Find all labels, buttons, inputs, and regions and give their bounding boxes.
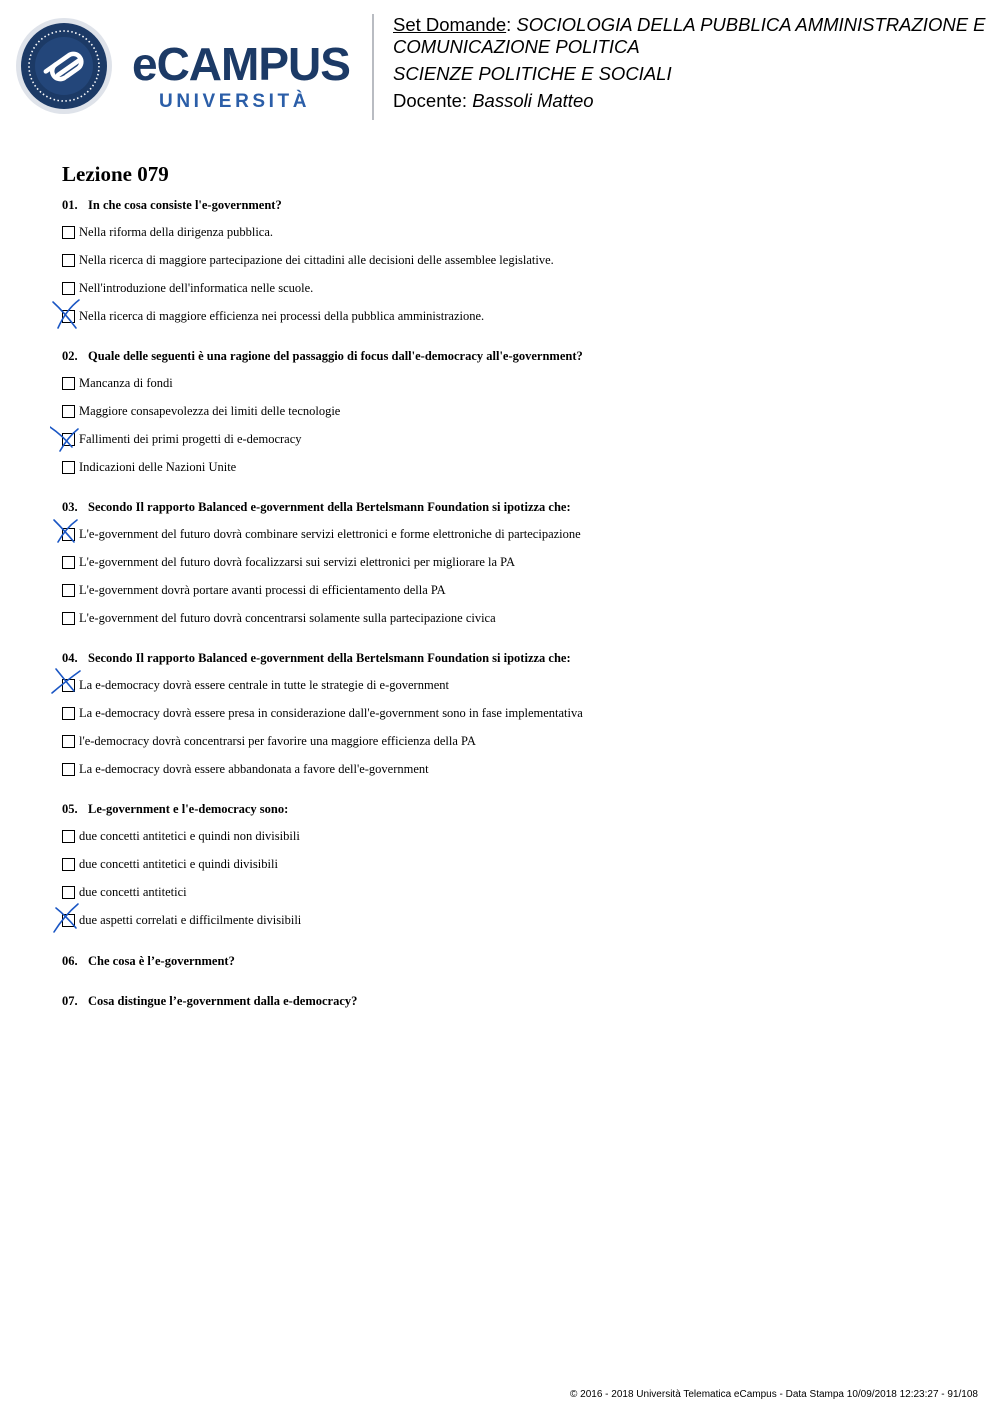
teacher <box>393 90 1000 112</box>
checkbox[interactable] <box>62 612 75 625</box>
course-line-1 <box>393 14 1000 36</box>
checkbox[interactable] <box>62 461 75 474</box>
option-text: Nell'introduzione dell'informatica nelle scuole. <box>79 280 314 295</box>
option-02-a[interactable] <box>62 375 173 391</box>
option-text: L'e-government dovrà portare avanti processi di efficientamento della PA <box>79 582 446 597</box>
checkbox[interactable] <box>62 886 75 899</box>
question-text: Secondo Il rapporto Balanced e-government della Bertelsmann Foundation si ipotizza che: <box>88 651 571 665</box>
checkbox[interactable] <box>62 707 75 720</box>
question-number: 06. <box>62 954 78 968</box>
option-text: Maggiore consapevolezza dei limiti delle tecnologie <box>79 403 341 418</box>
option-text: l'e-democracy dovrà concentrarsi per favorire una maggiore efficienza della PA <box>79 733 476 748</box>
ecampus-seal-icon <box>16 18 112 114</box>
option-04-c[interactable] <box>62 733 476 749</box>
option-02-b[interactable] <box>62 403 340 419</box>
checkbox[interactable] <box>62 405 75 418</box>
question-text: Le-government e l'e-democracy sono: <box>88 802 289 816</box>
option-text: Nella ricerca di maggiore efficienza nei processi della pubblica amministrazione. <box>79 308 485 323</box>
header-divider <box>372 14 374 120</box>
option-text: due concetti antitetici e quindi divisibili <box>79 856 278 871</box>
question-07 <box>62 994 357 1009</box>
course-title-line1: SOCIOLOGIA DELLA PUBBLICA AMMINISTRAZIONE E <box>516 14 986 35</box>
option-04-b[interactable] <box>62 705 583 721</box>
course-title-line2: COMUNICAZIONE POLITICA <box>393 36 640 57</box>
ecampus-wordmark <box>132 38 350 112</box>
option-03-b[interactable] <box>62 554 515 570</box>
option-03-c[interactable] <box>62 582 446 598</box>
checkbox[interactable] <box>62 282 75 295</box>
teacher-label: Docente: <box>393 90 468 111</box>
question-text: Secondo Il rapporto Balanced e-government della Bertelsmann Foundation si ipotizza che: <box>88 500 571 514</box>
question-number: 05. <box>62 802 78 816</box>
question-02 <box>62 349 583 364</box>
logo-sub-text: UNIVERSITÀ <box>159 91 311 112</box>
question-text: Quale delle seguenti è una ragione del passaggio di focus dall'e-democracy all'e-government? <box>88 349 583 363</box>
option-text: Fallimenti dei primi progetti di e-democracy <box>79 431 302 446</box>
checkbox[interactable] <box>62 226 75 239</box>
option-text: Mancanza di fondi <box>79 375 173 390</box>
checkbox[interactable] <box>62 528 75 541</box>
checkbox[interactable] <box>62 433 75 446</box>
checkbox[interactable] <box>62 830 75 843</box>
checkbox[interactable] <box>62 735 75 748</box>
checkbox[interactable] <box>62 679 75 692</box>
checkbox[interactable] <box>62 584 75 597</box>
question-number: 07. <box>62 994 78 1008</box>
option-01-b[interactable] <box>62 252 554 268</box>
option-text: La e-democracy dovrà essere centrale in tutte le strategie di e-government <box>79 677 449 692</box>
checkbox[interactable] <box>62 310 75 323</box>
option-05-c[interactable] <box>62 884 187 900</box>
header-info <box>393 14 1000 117</box>
teacher-name: Bassoli Matteo <box>472 90 594 111</box>
question-text: Che cosa è l’e-government? <box>88 954 235 968</box>
option-01-d[interactable] <box>62 308 484 324</box>
option-text: L'e-government del futuro dovrà concentrarsi solamente sulla partecipazione civica <box>79 610 496 625</box>
option-text: due aspetti correlati e difficilmente divisibili <box>79 912 302 927</box>
option-03-a[interactable] <box>62 526 581 542</box>
option-05-a[interactable] <box>62 828 300 844</box>
checkbox[interactable] <box>62 556 75 569</box>
checkbox[interactable] <box>62 377 75 390</box>
question-06 <box>62 954 235 969</box>
option-02-c[interactable] <box>62 431 302 447</box>
option-01-a[interactable] <box>62 224 273 240</box>
faculty: SCIENZE POLITICHE E SOCIALI <box>393 63 672 84</box>
question-number: 04. <box>62 651 78 665</box>
question-number: 03. <box>62 500 78 514</box>
option-text: La e-democracy dovrà essere presa in considerazione dall'e-government sono in fase implementativa <box>79 705 583 720</box>
question-05 <box>62 802 288 817</box>
ecampus-logo <box>14 14 359 118</box>
question-03 <box>62 500 571 515</box>
page-footer: © 2016 - 2018 Università Telematica eCampus - Data Stampa 10/09/2018 12:23:27 - 91/108 <box>570 1389 978 1400</box>
option-04-d[interactable] <box>62 761 429 777</box>
question-number: 02. <box>62 349 78 363</box>
question-04 <box>62 651 571 666</box>
option-05-b[interactable] <box>62 856 278 872</box>
lesson-title: Lezione 079 <box>62 162 169 186</box>
checkbox[interactable] <box>62 254 75 267</box>
checkbox[interactable] <box>62 763 75 776</box>
checkbox[interactable] <box>62 858 75 871</box>
option-03-d[interactable] <box>62 610 496 626</box>
option-04-a[interactable] <box>62 677 449 693</box>
logo-brand-text: eCAMPUS <box>132 38 350 90</box>
checkbox[interactable] <box>62 914 75 927</box>
option-text: due concetti antitetici <box>79 884 187 899</box>
option-text: Indicazioni delle Nazioni Unite <box>79 459 237 474</box>
set-label: Set Domande <box>393 14 507 35</box>
question-number: 01. <box>62 198 78 212</box>
question-text: In che cosa consiste l'e-government? <box>88 198 282 212</box>
option-text: due concetti antitetici e quindi non divisibili <box>79 828 300 843</box>
option-02-d[interactable] <box>62 459 236 475</box>
set-colon: : <box>506 14 512 35</box>
option-text: L'e-government del futuro dovrà combinare servizi elettronici e forme elettroniche di partecipazione <box>79 526 581 541</box>
option-05-d[interactable] <box>62 912 301 928</box>
question-01 <box>62 198 282 213</box>
option-text: Nella riforma della dirigenza pubblica. <box>79 224 274 239</box>
option-01-c[interactable] <box>62 280 313 296</box>
option-text: L'e-government del futuro dovrà focalizzarsi sui servizi elettronici per migliorare la PA <box>79 554 516 569</box>
option-text: Nella ricerca di maggiore partecipazione dei cittadini alle decisioni delle assemblee legislative. <box>79 252 554 267</box>
option-text: La e-democracy dovrà essere abbandonata a favore dell'e-government <box>79 761 429 776</box>
question-text: Cosa distingue l’e-government dalla e-democracy? <box>88 994 358 1008</box>
